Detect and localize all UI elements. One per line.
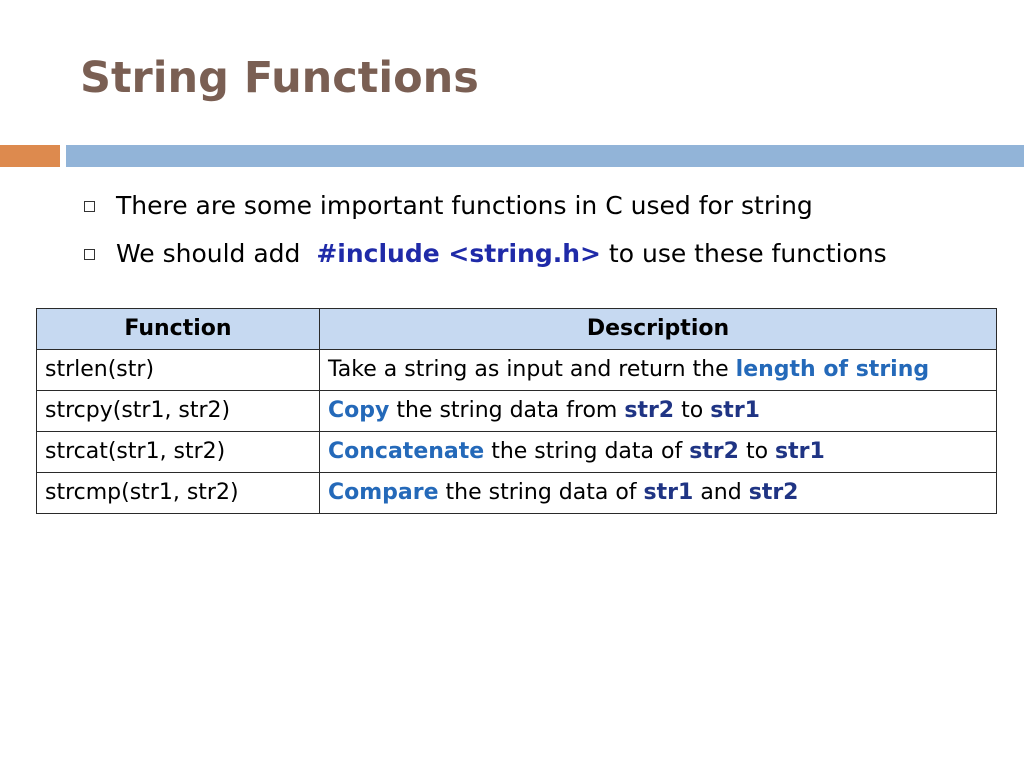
description-text: the string data from	[389, 398, 625, 423]
bullet-text-pre: We should add	[116, 239, 309, 268]
description-conjunction: and	[693, 480, 749, 505]
bullet-list	[82, 186, 887, 282]
description-conjunction: to	[674, 398, 711, 423]
accent-bar-blue	[66, 145, 1024, 167]
table-row	[37, 391, 997, 432]
function-cell: strcat(str1, str2)	[37, 432, 320, 473]
table-header-row	[37, 309, 997, 350]
square-bullet-icon	[84, 201, 95, 212]
bullet-text	[116, 239, 887, 268]
string-functions-table	[36, 308, 997, 514]
description-cell	[320, 350, 997, 391]
description-text: Take a string as input and return the	[328, 357, 736, 382]
function-cell: strlen(str)	[37, 350, 320, 391]
bullet-text-post: to use these functions	[600, 239, 887, 268]
bullet-item	[82, 186, 887, 234]
argument-name: str1	[775, 439, 825, 464]
description-keyword: Concatenate	[328, 439, 485, 464]
description-cell	[320, 432, 997, 473]
description-keyword: Copy	[328, 398, 390, 423]
column-header-function: Function	[37, 309, 320, 350]
description-keyword: Compare	[328, 480, 439, 505]
argument-name: str2	[689, 439, 739, 464]
table-row	[37, 350, 997, 391]
argument-name: str1	[710, 398, 760, 423]
description-text: the string data of	[438, 480, 644, 505]
description-cell	[320, 391, 997, 432]
table-row	[37, 432, 997, 473]
function-cell: strcmp(str1, str2)	[37, 473, 320, 514]
bullet-text: There are some important functions in C used for string	[116, 191, 813, 220]
bullet-item	[82, 234, 887, 282]
argument-name: str1	[643, 480, 694, 505]
column-header-description: Description	[320, 309, 997, 350]
description-cell	[320, 473, 997, 514]
argument-name: str2	[748, 480, 799, 505]
square-bullet-icon	[84, 249, 95, 260]
include-directive: #include <string.h>	[316, 239, 601, 268]
slide-title: String Functions	[80, 53, 479, 103]
description-keyword: length of string	[735, 357, 930, 382]
accent-bar-orange	[0, 145, 60, 167]
description-conjunction: to	[738, 439, 776, 464]
table-row	[37, 473, 997, 514]
argument-name: str2	[624, 398, 675, 423]
description-text: the string data of	[484, 439, 690, 464]
function-cell: strcpy(str1, str2)	[37, 391, 320, 432]
